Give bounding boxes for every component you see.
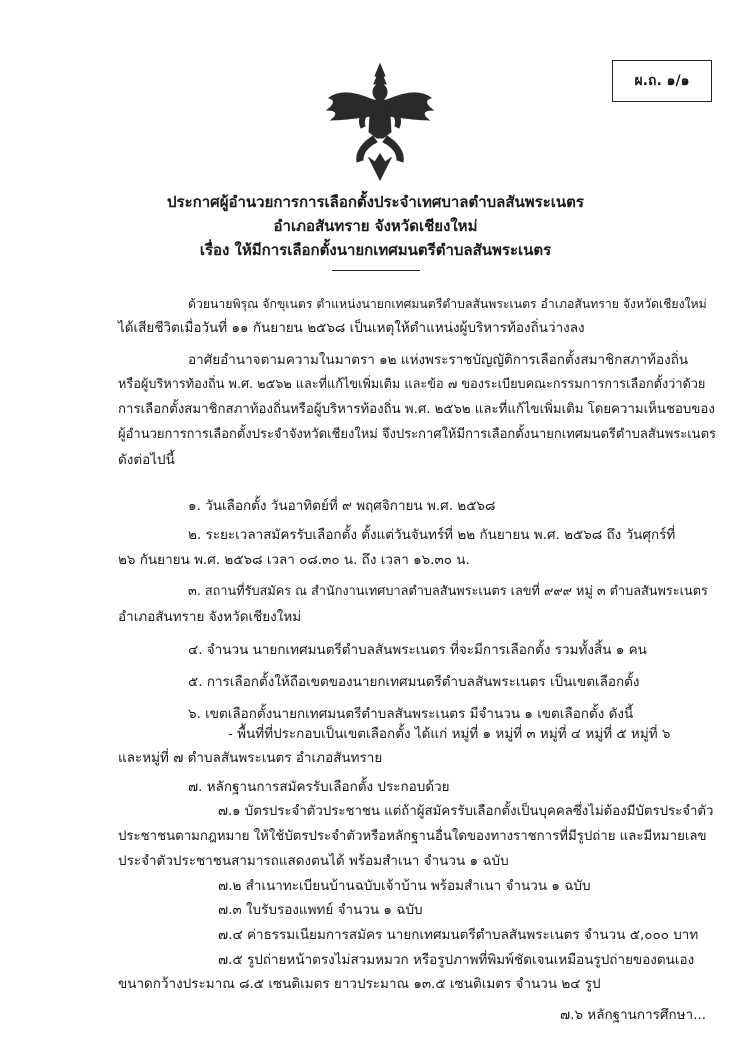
authority-line-3: การเลือกตั้งสมาชิกสภาท้องถิ่นหรือผู้บริหารท้องถิ่น พ.ศ. ๒๕๖๒ และที่แก้ไขเพิ่มเติม โดยความเห็นชอบของ xyxy=(118,402,715,417)
garuda-emblem-icon xyxy=(325,62,435,182)
authority-line-4: ผู้อำนวยการการเลือกตั้งประจำจังหวัดเชียงใหม่ จึงประกาศให้มีการเลือกตั้งนายกเทศมนตรีตำบลสันพระเนตร xyxy=(118,427,716,442)
intro-line-1: ด้วยนายพิรุณ จักขุเนตร ตำแหน่งนายกเทศมนตรีตำบลสันพระเนตร อำเภอสันทราย จังหวัดเชียงใหม่ xyxy=(188,297,707,311)
item-7-1-line-1: ๗.๑ บัตรประจำตัวประชาชน แต่ถ้าผู้สมัครรับเลือกตั้งเป็นบุคคลซึ่งไม่ต้องมีบัตรประจำตัว xyxy=(218,804,714,819)
item-3-line-2: อำเภอสันทราย จังหวัดเชียงใหม่ xyxy=(118,609,302,625)
item-7: ๗. หลักฐานการสมัครรับเลือกตั้ง ประกอบด้วย xyxy=(188,779,450,795)
authority-line-2: หรือผู้บริหารท้องถิ่น พ.ศ. ๒๕๖๒ และที่แก้ไขเพิ่มเติม และข้อ ๗ ของระเบียบคณะกรรมการการเลือกตั้งว่าด้วย xyxy=(118,377,706,392)
title-divider xyxy=(332,270,420,271)
item-7-1-line-2: ประชาชนตามกฎหมาย ให้ใช้บัตรประจำตัวหรือหลักฐานอื่นใดของทางราชการที่มีรูปถ่าย และมีหมายเลข xyxy=(118,829,707,844)
item-7-5-line-1: ๗.๕ รูปถ่ายหน้าตรงไม่สวมหมวก หรือรูปภาพที่พิมพ์ชัดเจนเหมือนรูปถ่ายของตนเอง xyxy=(218,952,695,968)
intro-line-2: ได้เสียชีวิตเมื่อวันที่ ๑๑ กันยายน ๒๕๖๘ เป็นเหตุให้ตำแหน่งผู้บริหารท้องถิ่นว่างลง xyxy=(118,320,585,336)
item-6: ๖. เขตเลือกตั้งนายกเทศมนตรีตำบลสันพระเนตร มีจำนวน ๑ เขตเลือกตั้ง ดังนี้ xyxy=(188,706,634,722)
item-7-2: ๗.๒ สำเนาทะเบียนบ้านฉบับเจ้าบ้าน พร้อมสำเนา จำนวน ๑ ฉบับ xyxy=(218,878,591,894)
item-3-line-1: ๓. สถานที่รับสมัคร ณ สำนักงานเทศบาลตำบลสันพระเนตร เลขที่ ๙๙๙ หมู่ ๓ ตำบลสันพระเนตร xyxy=(188,584,708,599)
form-code-box xyxy=(612,60,712,102)
title-line-1: ประกาศผู้อำนวยการการเลือกตั้งประจำเทศบาลตำบลสันพระเนตร xyxy=(167,193,584,211)
item-7-1-line-3: ประจำตัวประชาชนสามารถแสดงตนได้ พร้อมสำเนา จำนวน ๑ ฉบับ xyxy=(118,853,509,869)
authority-line-1: อาศัยอำนาจตามความในมาตรา ๑๒ แห่งพระราชบัญญัติการเลือกตั้งสมาชิกสภาท้องถิ่น xyxy=(188,352,689,368)
item-7-3: ๗.๓ ใบรับรองแพทย์ จำนวน ๑ ฉบับ xyxy=(218,902,423,918)
continued-marker: ๗.๖ หลักฐานการศึกษา... xyxy=(560,1007,707,1023)
item-2-line-1: ๒. ระยะเวลาสมัครรับเลือกตั้ง ตั้งแต่วันจันทร์ที่ ๒๒ กันยายน พ.ศ. ๒๕๖๘ ถึง วันศุกร์ที่ xyxy=(188,527,676,543)
item-6-area-line-2: และหมู่ที่ ๗ ตำบลสันพระเนตร อำเภอสันทราย xyxy=(118,750,383,766)
item-7-4: ๗.๔ ค่าธรรมเนียมการสมัคร นายกเทศมนตรีตำบลสันพระเนตร จำนวน ๕,๐๐๐ บาท xyxy=(218,927,699,943)
title-line-2: อำเภอสันทราย จังหวัดเชียงใหม่ xyxy=(273,217,478,235)
form-code: ผ.ถ. ๑/๑ xyxy=(634,73,690,89)
authority-line-5: ดังต่อไปนี้ xyxy=(118,452,175,468)
item-6-area-line-1: - พื้นที่ที่ประกอบเป็นเขตเลือกตั้ง ได้แก่ หมู่ที่ ๑ หมู่ที่ ๓ หมู่ที่ ๔ หมู่ที่ ๕ หมู่ที่ ๖ xyxy=(228,726,671,742)
item-5: ๕. การเลือกตั้งให้ถือเขตของนายกเทศมนตรีตำบลสันพระเนตร เป็นเขตเลือกตั้ง xyxy=(188,674,640,690)
title-line-3: เรื่อง ให้มีการเลือกตั้งนายกเทศมนตรีตำบลสันพระเนตร xyxy=(199,241,552,259)
item-2-line-2: ๒๖ กันยายน พ.ศ. ๒๕๖๘ เวลา ๐๘.๓๐ น. ถึง เวลา ๑๖.๓๐ น. xyxy=(118,552,470,568)
item-7-5-line-2: ขนาดกว้างประมาณ ๘.๕ เซนติเมตร ยาวประมาณ ๑๓.๕ เซนติเมตร จำนวน ๒๔ รูป xyxy=(118,976,601,992)
item-4: ๔. จำนวน นายกเทศมนตรีตำบลสันพระเนตร ที่จะมีการเลือกตั้ง รวมทั้งสิ้น ๑ คน xyxy=(188,642,647,658)
item-1: ๑. วันเลือกตั้ง วันอาทิตย์ที่ ๙ พฤศจิกายน พ.ศ. ๒๕๖๘ xyxy=(188,498,496,514)
